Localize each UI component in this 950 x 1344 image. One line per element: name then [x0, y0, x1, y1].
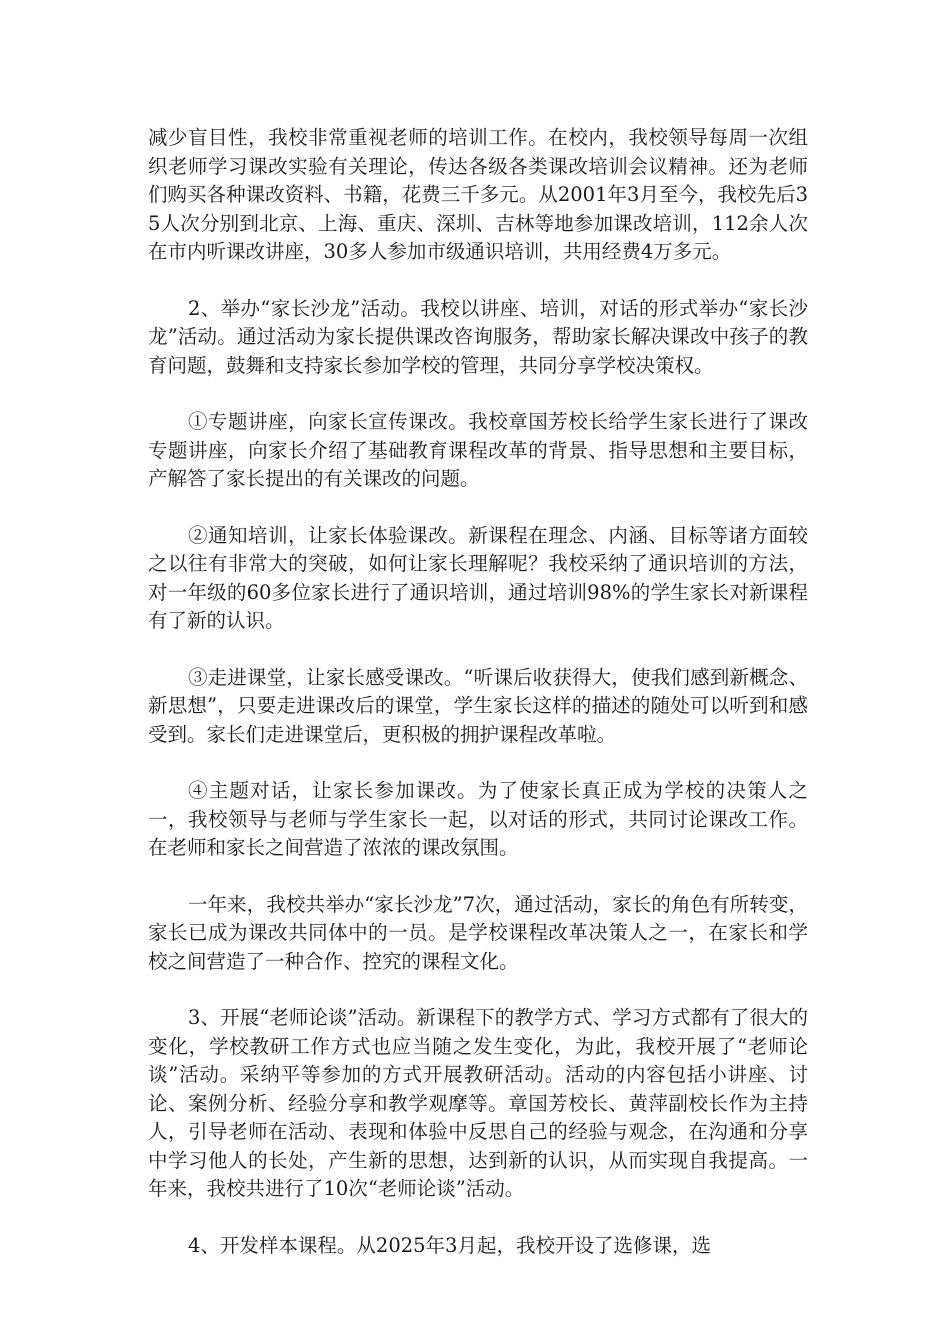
paragraph-teacher-forum: 3、开展“老师论谈”活动。新课程下的教学方式、学习方式都有了很大的变化，学校教研工作方式也应当随之发生变化，为此，我校开展了“老师论谈”活动。采纳平等参加的方式开展教研活动。活动的内容包括小讲座、讨论、案例分析、经验分享和教学观摩等。章国芳校长、黄萍副校长作为主持人，引导老师在活动、表现和体验中反思自己的经验与观念，在沟通和分享中学习他人的长处，产生新的思想，达到新的认识，从而实现自我提高。一年来，我校共进行了10次“老师论谈”活动。	[148, 1006, 808, 1200]
paragraph-sample-course: 4、开发样本课程。从2025年3月起，我校开设了选修课，选	[188, 1233, 711, 1257]
paragraph-parent-salon: 2、举办“家长沙龙”活动。我校以讲座、培训，对话的形式举办“家长沙龙”活动。通过活动为家长提供课改咨询服务，帮助家长解决课改中孩子的教育问题，鼓舞和支持家长参加学校的管理，共同分享学校决策权。	[148, 296, 808, 377]
paragraph-training: ②通知培训，让家长体验课改。新课程在理念、内涵、目标等诸方面较之以往有非常大的突破，如何让家长理解呢？我校采纳了通识培训的方法，对一年级的60多位家长进行了通识培训，通过培训98%的学生家长对新课程有了新的认识。	[148, 523, 808, 632]
paragraph-lecture: ①专题讲座，向家长宣传课改。我校章国芳校长给学生家长进行了课改专题讲座，向家长介绍了基础教育课程改革的背景、指导思想和主要目标，产解答了家长提出的有关课改的问题。	[148, 410, 808, 490]
paragraph-classroom: ③走进课堂，让家长感受课改。“听课后收获得大，使我们感到新概念、新思想”，只要走进课改后的课堂，学生家长这样的描述的随处可以听到和感受到。家长们走进课堂后，更积极的拥护课程改革啦。	[148, 665, 808, 746]
document-body	[148, 124, 808, 1260]
paragraph-teacher-training: 减少盲目性，我校非常重视老师的培训工作。在校内，我校领导每周一次组织老师学习课改实验有关理论，传达各级各类课改培训会议精神。还为老师们购买各种课改资料、书籍，花费三千多元。从2001年3月至今，我校先后35人次分别到北京、上海、重庆、深圳、吉林等地参加课改培训，112余人次在市内听课改讲座，30多人参加市级通识培训，共用经费4万多元。	[148, 126, 808, 263]
paragraph-year-summary: 一年来，我校共举办“家长沙龙”7次，通过活动，家长的角色有所转变，家长已成为课改共同体中的一员。是学校课程改革决策人之一，在家长和学校之间营造了一种合作、控究的课程文化。	[148, 892, 808, 973]
paragraph-dialogue: ④主题对话，让家长参加课改。为了使家长真正成为学校的决策人之一，我校领导与老师与学生家长一起，以对话的形式，共同讨论课改工作。在老师和家长之间营造了浓浓的课改氛围。	[148, 779, 808, 859]
